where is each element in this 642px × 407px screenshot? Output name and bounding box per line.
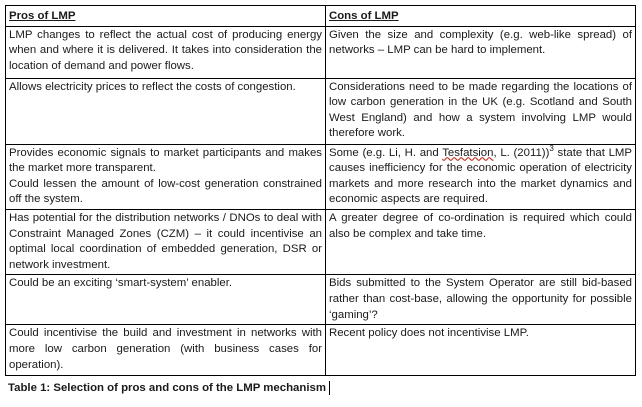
pros-text: Provides economic signals to market participants and makes the market more transparent. <box>9 146 322 175</box>
cons-text-mid: , L. (2011)) <box>493 146 550 159</box>
pros-text: Allows electricity prices to reflect the costs of congestion. <box>9 80 296 93</box>
pros-cell <box>6 275 326 325</box>
table-row <box>6 78 636 144</box>
pros-cell <box>6 144 326 209</box>
cons-cell <box>326 78 636 144</box>
cons-text <box>329 143 633 208</box>
cons-cell <box>326 275 636 325</box>
cons-cell <box>326 325 636 376</box>
table-row <box>6 275 636 325</box>
pros-cell <box>6 325 326 376</box>
table-row <box>6 325 636 376</box>
table-caption: Table 1: Selection of pros and cons of the LMP mechanism <box>5 381 330 395</box>
cons-text: Bids submitted to the System Operator are still bid-based rather than cost-base, allowing the opportunity for possible ‘gaming’? <box>329 277 632 321</box>
table-row <box>6 26 636 78</box>
pros-text: Could incentivise the build and investment in networks with more low carbon generation (with business cases for operation). <box>9 327 322 371</box>
cons-cell <box>326 209 636 274</box>
cons-text: Considerations need to be made regarding the locations of low carbon generation in the UK (e.g. Scotland and South West England) and how a system involving LMP would therefore work. <box>329 80 632 140</box>
cons-text-end: state that LMP causes inefficiency for the economic operation of electricity markets and more research into the market dynamics and economic aspects are required. <box>329 146 633 206</box>
table-row <box>6 144 636 209</box>
pros-cons-table <box>5 5 636 376</box>
pros-cell <box>6 209 326 274</box>
cons-cell <box>326 26 636 78</box>
footnote-marker: 3 <box>549 143 554 153</box>
spellcheck-underlined-word: Tesfatsion <box>442 146 494 159</box>
pros-text: Could be an exciting ‘smart-system’ enabler. <box>9 277 233 290</box>
pros-cell <box>6 78 326 144</box>
table-header-row <box>6 6 636 27</box>
document-page <box>5 5 635 396</box>
table-row <box>6 209 636 274</box>
pros-text: Has potential for the distribution networks / DNOs to deal with Constraint Managed Zones (CZM) – it could incentivise an optimal local coordination of embedded generation, DSR or network investment. <box>9 211 322 271</box>
cons-header: Cons of LMP <box>326 6 636 27</box>
cons-text-start: Some (e.g. Li, H. and <box>329 146 443 159</box>
pros-cell <box>6 26 326 78</box>
cons-text: Given the size and complexity (e.g. web-like spread) of networks – LMP can be hard to implement. <box>329 28 632 57</box>
pros-text: Could lessen the amount of low-cost generation constrained off the system. <box>9 177 322 206</box>
pros-header: Pros of LMP <box>6 6 326 27</box>
cons-cell <box>326 144 636 209</box>
cons-text: A greater degree of co-ordination is required which could also be complex and take time. <box>329 211 632 240</box>
cons-text: Recent policy does not incentivise LMP. <box>329 327 529 340</box>
pros-text: LMP changes to reflect the actual cost of producing energy when and where it is delivered. It takes into consideration the location of demand and power flows. <box>9 28 322 72</box>
